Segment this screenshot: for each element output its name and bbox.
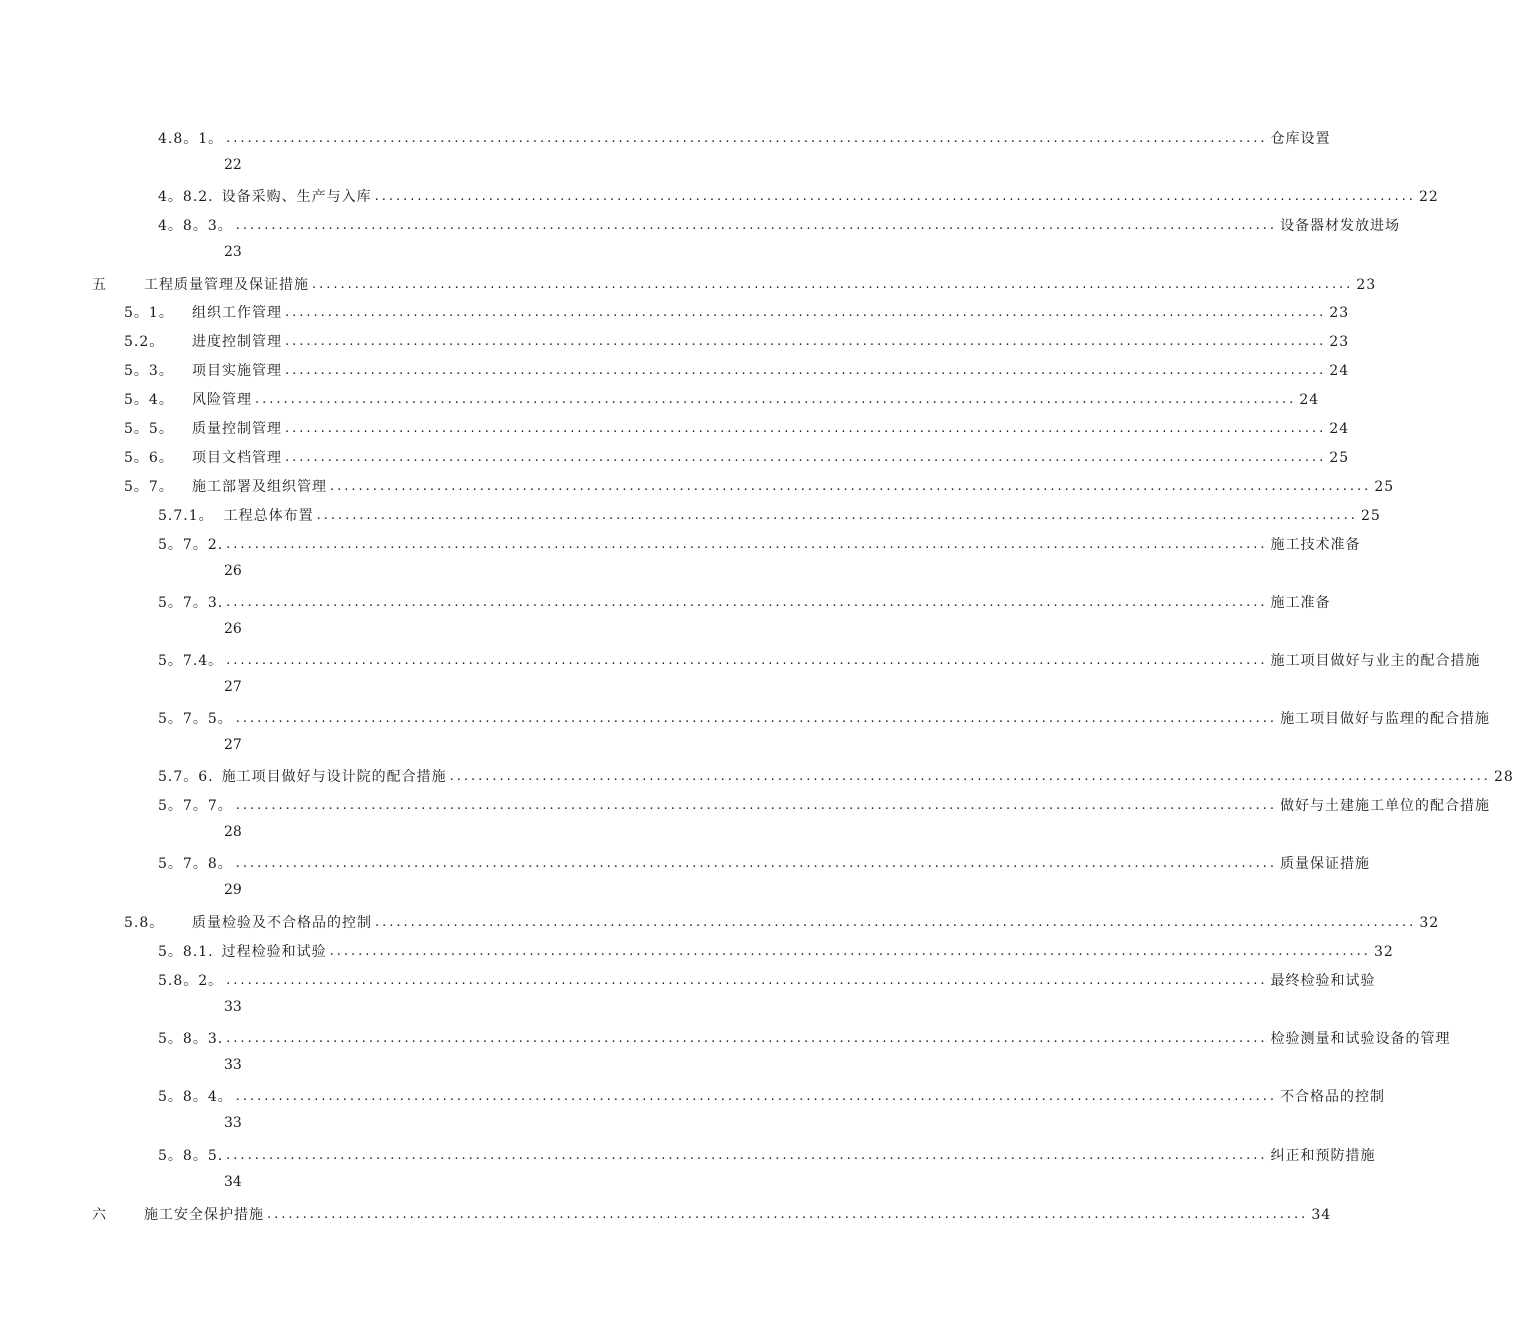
- toc-entry-5-7-4[interactable]: [158, 646, 1481, 670]
- toc-entry-page: 32: [1373, 944, 1394, 960]
- toc-entry-page: 33: [224, 999, 242, 1015]
- toc-entry-number: 5。7。3.: [158, 595, 224, 611]
- toc-entry-number: 5。8。4。: [158, 1089, 233, 1105]
- dot-leader: ..................................................................................................................................................: [226, 973, 1268, 988]
- toc-entry-number: 六: [92, 1207, 107, 1223]
- dot-leader: ..................................................................................................................................................: [235, 856, 1278, 871]
- toc-entry-title: 设备采购、生产与入库: [221, 189, 372, 205]
- toc-entry-4-8-2[interactable]: [158, 182, 1439, 206]
- toc-entry-page: 34: [1311, 1207, 1332, 1223]
- toc-entry-number: 5。8。3.: [158, 1031, 224, 1047]
- toc-entry-number: 4.8。1。: [158, 131, 224, 147]
- toc-entry-title: 施工部署及组织管理: [192, 479, 327, 495]
- toc-entry-page: 28: [224, 824, 242, 840]
- toc-entry-title: 质量保证措施: [1280, 856, 1371, 872]
- dot-leader: ..................................................................................................................................................: [374, 189, 1416, 204]
- toc-entry-page: 23: [224, 244, 242, 260]
- toc-entry-title: 质量控制管理: [192, 421, 282, 437]
- toc-entry-title: 施工安全保护措施: [144, 1207, 264, 1223]
- toc-entry-number: 5。8。5.: [158, 1148, 224, 1164]
- toc-entry-page: 32: [1419, 915, 1440, 931]
- toc-entry-4-8-1[interactable]: [158, 124, 1331, 148]
- toc-entry-5-7-7[interactable]: [158, 791, 1491, 815]
- toc-entry-page: 24: [1299, 392, 1320, 408]
- toc-entry-page: 25: [1329, 450, 1350, 466]
- toc-entry-title: 项目实施管理: [192, 363, 282, 379]
- dot-leader: ..................................................................................................................................................: [235, 218, 1278, 233]
- toc-entry-number: 4。8。3。: [158, 218, 233, 234]
- toc-entry-page: 28: [1493, 769, 1514, 785]
- toc-entry-page: 24: [1329, 421, 1350, 437]
- toc-entry-title: 组织工作管理: [192, 305, 282, 321]
- dot-leader: ..................................................................................................................................................: [285, 421, 1327, 436]
- toc-entry-page: 26: [224, 621, 242, 637]
- dot-leader: ..................................................................................................................................................: [235, 798, 1278, 813]
- toc-entry-4-8-3[interactable]: [158, 211, 1401, 235]
- toc-entry-5-7-2[interactable]: [158, 530, 1361, 554]
- toc-entry-5-8-1[interactable]: [158, 937, 1394, 961]
- dot-leader: ..................................................................................................................................................: [285, 450, 1327, 465]
- dot-leader: ..................................................................................................................................................: [330, 479, 1372, 494]
- dot-leader: ..................................................................................................................................................: [226, 595, 1268, 610]
- dot-leader: ..................................................................................................................................................: [285, 305, 1327, 320]
- toc-entry-number: 4。8.2.: [158, 189, 214, 205]
- toc-entry-title: 工程质量管理及保证措施: [144, 277, 309, 293]
- toc-entry-number: 5。8.1.: [158, 944, 214, 960]
- toc-entry-5-8-3[interactable]: [158, 1024, 1451, 1048]
- dot-leader: ..................................................................................................................................................: [329, 944, 1371, 959]
- toc-entry-page: 25: [1360, 508, 1381, 524]
- toc-entry-title: 施工技术准备: [1270, 537, 1361, 553]
- toc-entry-number: 5。6。: [124, 450, 174, 466]
- dot-leader: ..................................................................................................................................................: [312, 277, 1354, 292]
- toc-entry-number: 5.8。: [124, 915, 165, 931]
- toc-entry-5-7-5[interactable]: [158, 704, 1491, 728]
- dot-leader: ..................................................................................................................................................: [375, 915, 1417, 930]
- toc-entry-5-8-5[interactable]: [158, 1141, 1376, 1165]
- toc-entry-title: 施工项目做好与设计院的配合措施: [221, 769, 447, 785]
- toc-entry-number: 5。5。: [124, 421, 174, 437]
- toc-entry-title: 过程检验和试验: [221, 944, 327, 960]
- toc-entry-page: 23: [1329, 305, 1350, 321]
- toc-entry-title: 施工准备: [1270, 595, 1331, 611]
- dot-leader: ..................................................................................................................................................: [226, 1031, 1268, 1046]
- toc-entry-5-2[interactable]: [124, 327, 1350, 351]
- toc-entry-number: 5。7。7。: [158, 798, 233, 814]
- toc-entry-number: 5。7。8。: [158, 856, 233, 872]
- toc-entry-number: 五: [92, 277, 107, 293]
- dot-leader: ..................................................................................................................................................: [235, 711, 1278, 726]
- toc-entry-title: 项目文档管理: [192, 450, 282, 466]
- dot-leader: ..................................................................................................................................................: [316, 508, 1358, 523]
- toc-entry-title: 质量检验及不合格品的控制: [192, 915, 372, 931]
- toc-entry-title: 设备器材发放进场: [1280, 218, 1401, 234]
- toc-entry-page: 33: [224, 1115, 242, 1131]
- dot-leader: ..................................................................................................................................................: [226, 1148, 1268, 1163]
- toc-entry-page: 29: [224, 882, 242, 898]
- toc-entry-title: 进度控制管理: [192, 334, 282, 350]
- dot-leader: ..................................................................................................................................................: [226, 131, 1268, 146]
- toc-entry-page: 22: [224, 157, 242, 173]
- toc-entry-page: 25: [1374, 479, 1395, 495]
- toc-entry-title: 做好与土建施工单位的配合措施: [1280, 798, 1491, 814]
- toc-entry-title: 仓库设置: [1270, 131, 1331, 147]
- toc-entry-title: 施工项目做好与业主的配合措施: [1270, 653, 1481, 669]
- toc-entry-number: 5。3。: [124, 363, 174, 379]
- toc-entry-5-3[interactable]: [124, 356, 1350, 380]
- toc-entry-5-8-4[interactable]: [158, 1082, 1386, 1106]
- toc-entry-5-6[interactable]: [124, 443, 1350, 467]
- toc-entry-5-7-6[interactable]: [158, 762, 1514, 786]
- toc-entry-page: 24: [1329, 363, 1350, 379]
- toc-entry-number: 5。1。: [124, 305, 174, 321]
- dot-leader: ..................................................................................................................................................: [226, 537, 1268, 552]
- dot-leader: ..................................................................................................................................................: [267, 1207, 1309, 1222]
- toc-entry-5-7[interactable]: [124, 472, 1395, 496]
- toc-entry-number: 5。7.4。: [158, 653, 224, 669]
- toc-entry-title: 施工项目做好与监理的配合措施: [1280, 711, 1491, 727]
- toc-entry-title: 风险管理: [192, 392, 252, 408]
- toc-entry-chapter-6[interactable]: [92, 1200, 1332, 1224]
- dot-leader: ..................................................................................................................................................: [255, 392, 1297, 407]
- toc-entry-number: 5。7。5。: [158, 711, 233, 727]
- toc-entry-5-8[interactable]: [124, 908, 1440, 932]
- toc-entry-title: 纠正和预防措施: [1270, 1148, 1376, 1164]
- toc-entry-5-7-1[interactable]: [158, 501, 1381, 525]
- toc-entry-number: 5。7。2.: [158, 537, 224, 553]
- toc-entry-page: 27: [224, 679, 242, 695]
- dot-leader: ..................................................................................................................................................: [285, 334, 1327, 349]
- dot-leader: ..................................................................................................................................................: [235, 1089, 1278, 1104]
- toc-entry-page: 23: [1356, 277, 1377, 293]
- toc-entry-title: 检验测量和试验设备的管理: [1270, 1031, 1451, 1047]
- toc-entry-number: 5.7.1。: [158, 508, 214, 524]
- toc-entry-title: 工程总体布置: [223, 508, 314, 524]
- toc-entry-5-7-8[interactable]: [158, 849, 1371, 873]
- toc-entry-number: 5.7。6.: [158, 769, 214, 785]
- toc-entry-5-8-2[interactable]: [158, 966, 1376, 990]
- toc-entry-number: 5.8。2。: [158, 973, 224, 989]
- toc-entry-page: 26: [224, 563, 242, 579]
- toc-entry-page: 34: [224, 1174, 242, 1190]
- toc-entry-number: 5。4。: [124, 392, 174, 408]
- toc-entry-5-1[interactable]: [124, 298, 1350, 322]
- dot-leader: ..................................................................................................................................................: [285, 363, 1327, 378]
- toc-entry-title: 最终检验和试验: [1270, 973, 1376, 989]
- toc-entry-5-5[interactable]: [124, 414, 1350, 438]
- toc-entry-title: 不合格品的控制: [1280, 1089, 1386, 1105]
- toc-entry-5-4[interactable]: [124, 385, 1320, 409]
- toc-entry-number: 5.2。: [124, 334, 165, 350]
- dot-leader: ..................................................................................................................................................: [449, 769, 1491, 784]
- toc-entry-chapter-5[interactable]: [92, 270, 1377, 294]
- toc-entry-page: 22: [1418, 189, 1439, 205]
- dot-leader: ..................................................................................................................................................: [226, 653, 1268, 668]
- toc-entry-number: 5。7。: [124, 479, 174, 495]
- toc-entry-page: 33: [224, 1057, 242, 1073]
- toc-entry-5-7-3[interactable]: [158, 588, 1331, 612]
- toc-entry-page: 23: [1329, 334, 1350, 350]
- toc-entry-page: 27: [224, 737, 242, 753]
